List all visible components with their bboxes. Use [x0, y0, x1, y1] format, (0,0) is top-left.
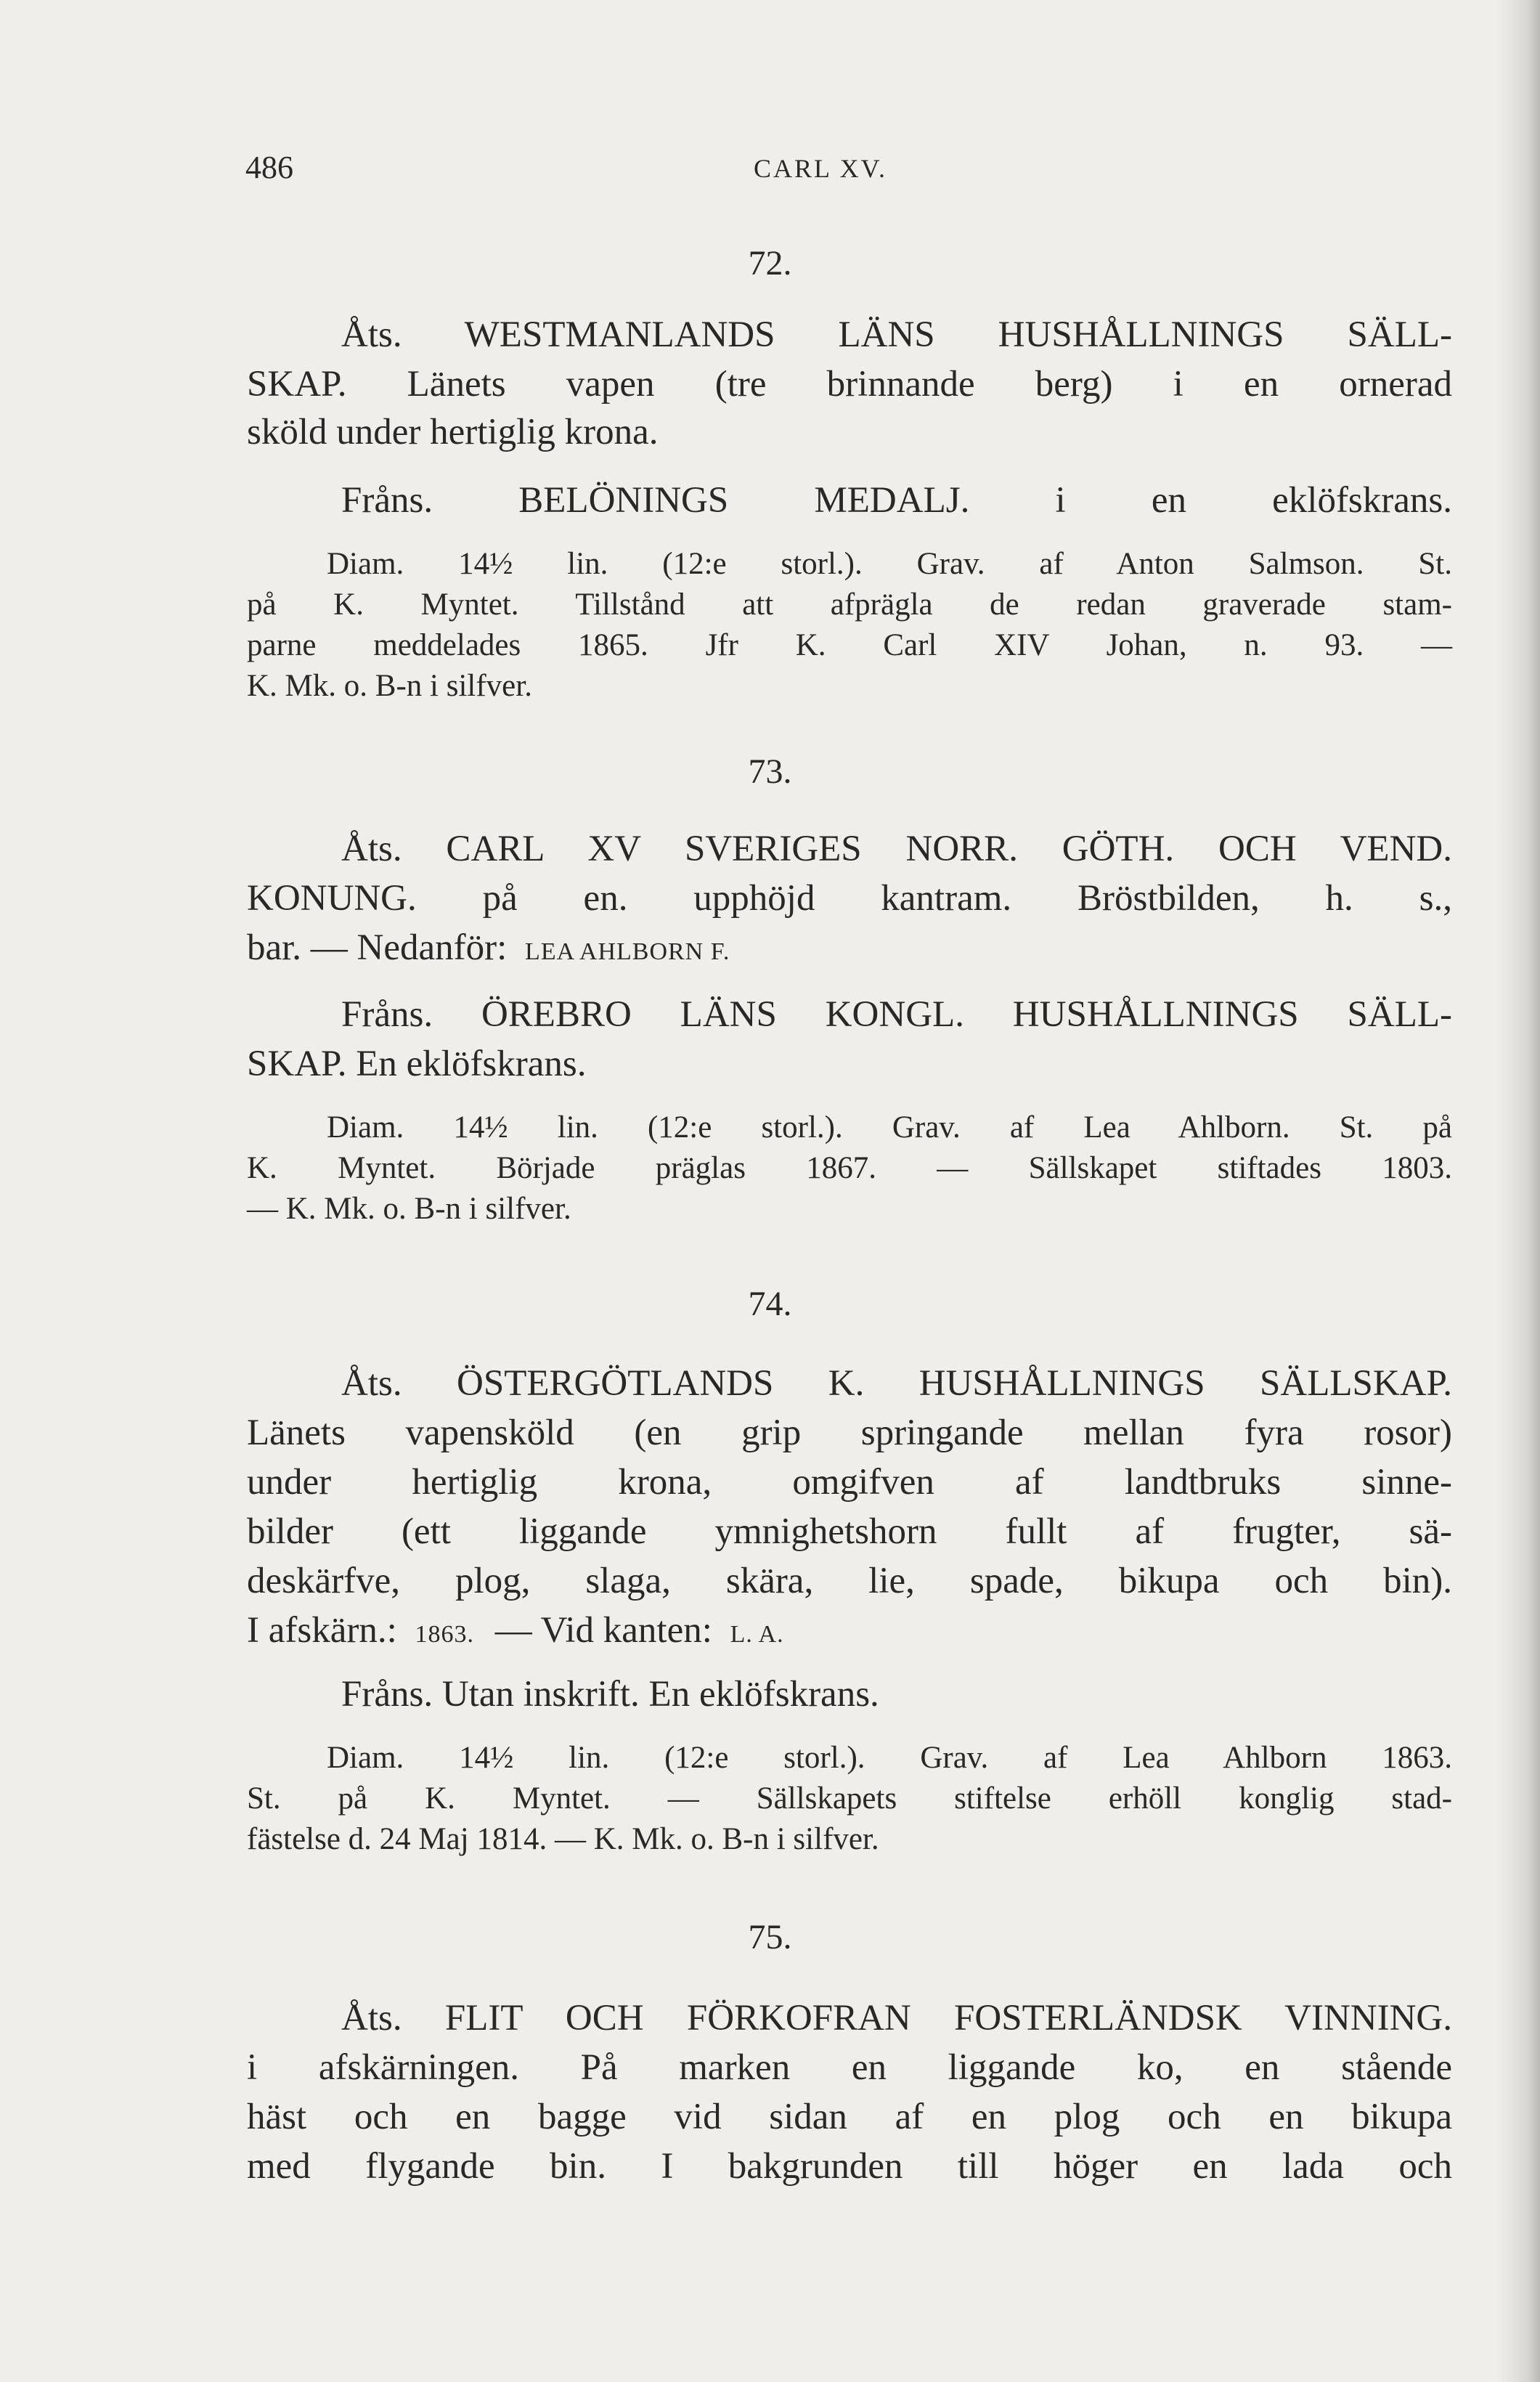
entry-number-73: 73.	[748, 752, 792, 791]
entry-75-line: i afskärningen. På marken en liggande ko, en stående	[247, 2047, 1452, 2088]
entry-number-75: 75.	[748, 1918, 792, 1956]
page-number: 486	[245, 150, 293, 185]
entry-75-line: med flygande bin. I bakgrunden till höger en lada och	[247, 2146, 1452, 2187]
entry-72-line: sköld under hertiglig krona.	[247, 412, 659, 452]
entry-74-note: fästelse d. 24 Maj 1814. — K. Mk. o. B-n i silfver.	[247, 1822, 879, 1856]
engraver-signature: LEA AHLBORN F.	[525, 938, 730, 965]
entry-72-note: K. Mk. o. B-n i silfver.	[247, 669, 532, 703]
entry-number-74: 74.	[748, 1285, 792, 1323]
page-edge-shadow	[1496, 0, 1540, 2382]
entry-73-below-label: bar. — Nedanför:	[247, 927, 508, 968]
page-header	[245, 149, 1458, 200]
entry-73-reverse: Fråns. ÖREBRO LÄNS KONGL. HUSHÅLLNINGS SÄLL-	[341, 994, 1452, 1035]
entry-73-obverse: Åts. CARL XV SVERIGES NORR. GÖTH. OCH VEND.	[341, 829, 1452, 869]
entry-74-note: St. på K. Myntet. — Sällskapets stiftelse erhöll konglig stad-	[247, 1781, 1452, 1816]
entry-73-line: KONUNG. på en. upphöjd kantram. Bröstbilden, h. s.,	[247, 878, 1452, 919]
entry-number-72: 72.	[748, 244, 792, 282]
entry-74-line: bilder (ett liggande ymnighetshorn fullt af frugter, sä-	[247, 1511, 1452, 1552]
exergue-year: 1863.	[415, 1621, 474, 1648]
entry-74-obverse: Åts. ÖSTERGÖTLANDS K. HUSHÅLLNINGS SÄLLSKAP.	[341, 1363, 1452, 1404]
entry-72-note: Diam. 14½ lin. (12:e storl.). Grav. af Anton Salmson. St.	[327, 547, 1452, 581]
entry-74-note: Diam. 14½ lin. (12:e storl.). Grav. af Lea Ahlborn 1863.	[327, 1741, 1452, 1775]
entry-74-line	[247, 1609, 1452, 1651]
entry-72-line: SKAP. Länets vapen (tre brinnande berg) i en ornerad	[247, 364, 1452, 405]
entry-74-reverse: Fråns. Utan inskrift. En eklöfskrans.	[341, 1674, 879, 1715]
engraver-initials: L. A.	[730, 1621, 784, 1648]
entry-75-line: häst och en bagge vid sidan af en plog och en bikupa	[247, 2097, 1452, 2137]
entry-74-line: Länets vapensköld (en grip springande mellan fyra rosor)	[247, 1412, 1452, 1453]
running-head: CARL XV.	[754, 154, 888, 183]
entry-74-line: under hertiglig krona, omgifven af landtbruks sinne-	[247, 1462, 1452, 1503]
entry-72-note: på K. Myntet. Tillstånd att afprägla de redan graverade stam-	[247, 588, 1452, 622]
entry-72-reverse: Fråns. BELÖNINGS MEDALJ. i en eklöfskrans.	[341, 480, 1452, 521]
entry-74-exergue-label: I afskärn.:	[247, 1610, 397, 1651]
entry-73-note: — K. Mk. o. B-n i silfver.	[247, 1192, 571, 1226]
entry-73-note: Diam. 14½ lin. (12:e storl.). Grav. af Lea Ahlborn. St. på	[327, 1110, 1452, 1145]
entry-72-obverse: Åts. WESTMANLANDS LÄNS HUSHÅLLNINGS SÄLL-	[341, 314, 1452, 355]
entry-75-obverse: Åts. FLIT OCH FÖRKOFRAN FOSTERLÄNDSK VINNING.	[341, 1998, 1452, 2038]
entry-73-line: SKAP. En eklöfskrans.	[247, 1044, 587, 1084]
entry-72-note: parne meddelades 1865. Jfr K. Carl XIV Johan, n. 93. —	[247, 628, 1452, 662]
entry-74-line: deskärfve, plog, slaga, skära, lie, spade, bikupa och bin).	[247, 1561, 1452, 1601]
entry-73-line	[247, 927, 1452, 969]
entry-74-edge-label: — Vid kanten:	[494, 1610, 712, 1651]
entry-73-note: K. Myntet. Började präglas 1867. — Sällskapet stiftades 1803.	[247, 1151, 1452, 1185]
